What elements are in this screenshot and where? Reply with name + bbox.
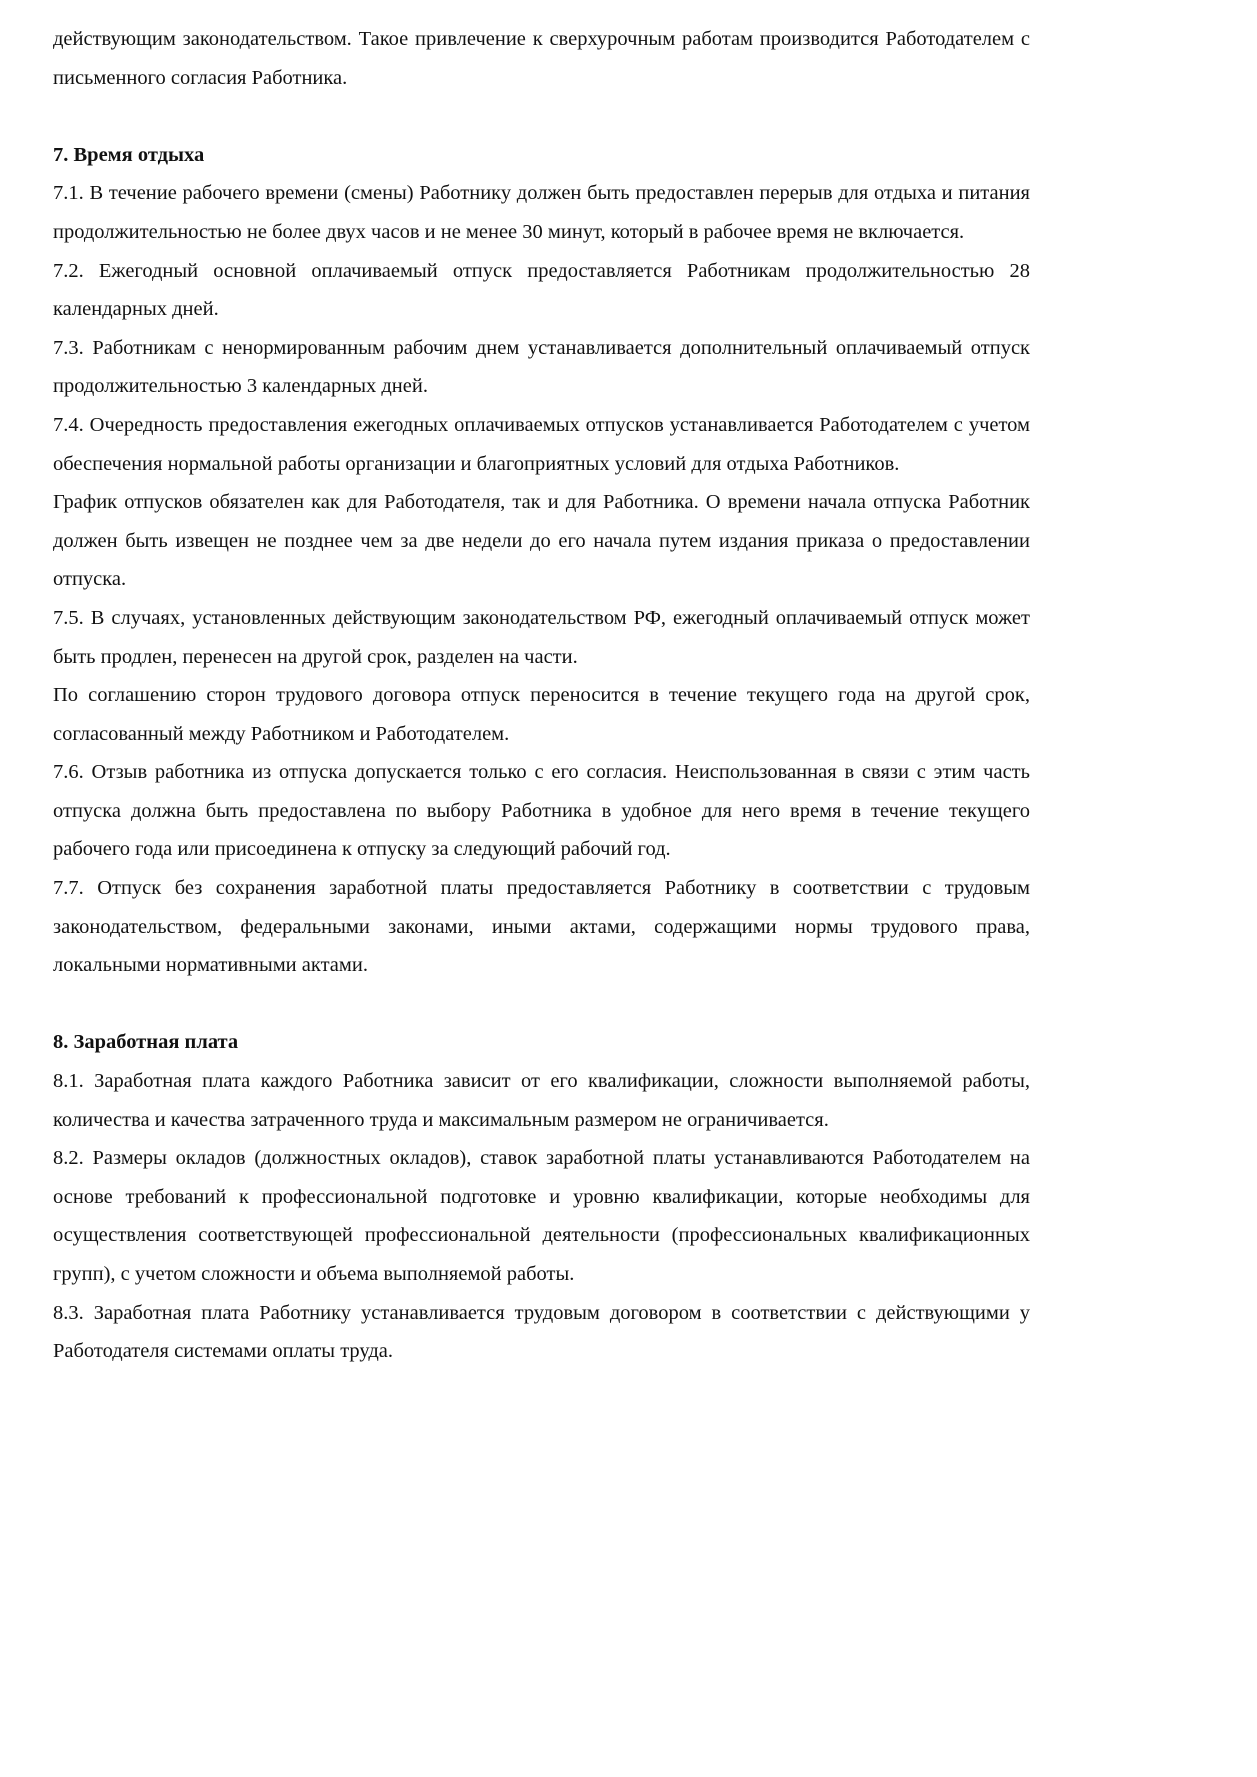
clause-7-5: 7.5. В случаях, установленных действующим законодательством РФ, ежегодный оплачиваемый отпуск может быть продлен, перенесен на другой срок, разделен на части. xyxy=(53,606,1030,668)
clause-7-2: 7.2. Ежегодный основной оплачиваемый отпуск предоставляется Работникам продолжительностью 28 календарных дней. xyxy=(53,259,1030,321)
section-salary xyxy=(53,1023,1030,1370)
clause-7-4-schedule: График отпусков обязателен как для Работодателя, так и для Работника. О времени начала отпуска Работник должен быть извещен не позднее чем за две недели до его начала путем издания приказа о предоставлении отпуска. xyxy=(53,491,1030,591)
section-gap xyxy=(53,97,1030,136)
clause-7-5-agreement: По соглашению сторон трудового договора отпуск переносится в течение текущего года на другой срок, согласованный между Работником и Работодателем. xyxy=(53,684,1030,745)
intro-paragraph: действующим законодательством. Такое привлечение к сверхурочным работам производится Работодателем с письменного согласия Работника. xyxy=(53,28,1030,89)
clause-7-4: 7.4. Очередность предоставления ежегодных оплачиваемых отпусков устанавливается Работодателем с учетом обеспечения нормальной работы организации и благоприятных условий для отдыха Работников. xyxy=(53,413,1030,475)
section-heading: 8. Заработная плата xyxy=(53,1031,239,1054)
section-heading: 7. Время отдыха xyxy=(53,143,205,166)
clause-8-2: 8.2. Размеры окладов (должностных окладов), ставок заработной платы устанавливаются Работодателем на основе требований к профессиональной подготовке и уровню квалификации, которые необходимы для осуществления соответствующей профессиональной деятельности (профессиональных квалификационных групп), с учетом сложности и объема выполняемой работы. xyxy=(53,1147,1030,1285)
document-page xyxy=(53,20,1030,1371)
clause-7-7: 7.7. Отпуск без сохранения заработной платы предоставляется Работнику в соответствии с трудовым законодательством, федеральными законами, иными актами, содержащими нормы трудового права, локальными нормативными актами. xyxy=(53,877,1030,977)
clause-7-3: 7.3. Работникам с ненормированным рабочим днем устанавливается дополнительный оплачиваемый отпуск продолжительностью 3 календарных дней. xyxy=(53,336,1030,398)
clause-8-1: 8.1. Заработная плата каждого Работника зависит от его квалификации, сложности выполняемой работы, количества и качества затраченного труда и максимальным размером не ограничивается. xyxy=(53,1070,1030,1131)
section-gap xyxy=(53,985,1030,1024)
section-rest-time xyxy=(53,136,1030,985)
clause-8-3: 8.3. Заработная плата Работнику устанавливается трудовым договором в соответствии с действующими у Работодателя системами оплаты труда. xyxy=(53,1301,1030,1363)
clause-7-6: 7.6. Отзыв работника из отпуска допускается только с его согласия. Неиспользованная в связи с этим часть отпуска должна быть предоставлена по выбору Работника в удобное для него время в течение текущего рабочего года или присоединена к отпуску за следующий рабочий год. xyxy=(53,761,1030,861)
clause-7-1: 7.1. В течение рабочего времени (смены) Работнику должен быть предоставлен перерыв для отдыха и питания продолжительностью не более двух часов и не менее 30 минут, который в рабочее время не включается. xyxy=(53,182,1030,243)
